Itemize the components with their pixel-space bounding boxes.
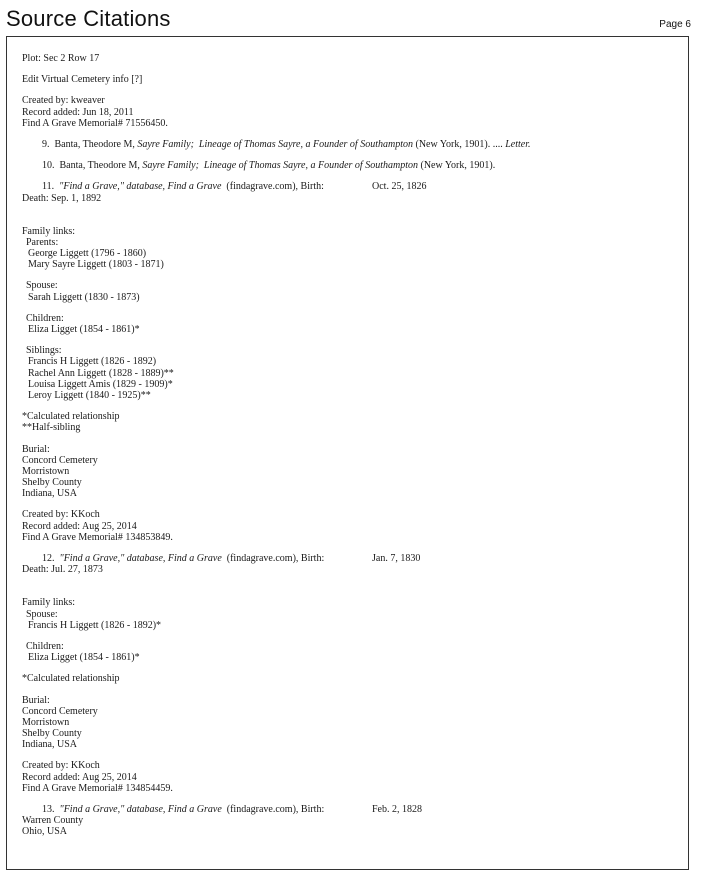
citation-9: 9. Banta, Theodore M, Sayre Family; Lineage of Thomas Sayre, a Founder of Southampton (New York, 1901). .... Letter.: [42, 138, 531, 150]
spouse-label: Spouse:: [26, 280, 58, 292]
calculated-note: *Calculated relationship: [22, 673, 120, 685]
family-links-label: Family links:: [22, 597, 76, 609]
parent-link[interactable]: George Liggett (1796 - 1860): [28, 248, 147, 260]
citation-10: 10. Banta, Theodore M, Sayre Family; Lineage of Thomas Sayre, a Founder of Southampton (New York, 1901).: [42, 160, 496, 172]
cemetery-link[interactable]: Concord Cemetery: [22, 705, 98, 717]
created-by: Created by: kweaver: [22, 95, 105, 107]
page-title: Source Citations: [6, 6, 171, 31]
death-date: Death: Jul. 27, 1873: [22, 564, 103, 576]
children-label: Children:: [26, 640, 64, 652]
created-by: Created by: KKoch: [22, 509, 100, 521]
children-label: Children:: [26, 312, 64, 324]
calculated-note: *Calculated relationship: [22, 411, 120, 423]
spouse-link[interactable]: Sarah Liggett (1830 - 1873): [28, 291, 140, 303]
created-by: Created by: KKoch: [22, 760, 100, 772]
child-link[interactable]: Eliza Ligget (1854 - 1861)*: [28, 324, 140, 335]
page-header: [0, 0, 701, 38]
spouse-link[interactable]: Francis H Liggett (1826 - 1892)*: [28, 619, 162, 631]
burial-state: Indiana, USA: [22, 488, 77, 500]
burial-town: Morristown: [22, 465, 70, 477]
burial-state: Indiana, USA: [22, 739, 77, 751]
half-sibling-note: **Half-sibling: [22, 422, 81, 434]
birth-date: Jan. 7, 1830: [372, 553, 421, 564]
birth-state: Ohio, USA: [22, 826, 68, 838]
edit-virtual-cemetery-link[interactable]: Edit Virtual Cemetery info [?]: [22, 74, 143, 86]
record-added: Record added: Aug 25, 2014: [22, 520, 137, 532]
siblings-label: Siblings:: [26, 345, 62, 357]
record-added: Record added: Aug 25, 2014: [22, 771, 137, 783]
child-link[interactable]: Eliza Ligget (1854 - 1861)*: [28, 652, 140, 664]
burial-label: Burial:: [22, 694, 50, 706]
cemetery-link[interactable]: Concord Cemetery: [22, 454, 98, 466]
burial-county: Shelby County: [22, 728, 82, 740]
birth-county: Warren County: [22, 815, 84, 827]
citation-11: 11. "Find a Grave," database, Find a Grave (findagrave.com), Birth: Oct. 25, 1826: [42, 181, 427, 193]
parent-link[interactable]: Mary Sayre Liggett (1803 - 1871): [28, 259, 164, 271]
citation-12: 12. "Find a Grave," database, Find a Grave (findagrave.com), Birth: Jan. 7, 1830: [42, 553, 421, 564]
page-number: Page 6: [659, 19, 691, 30]
record-added: Record added: Jun 18, 2011: [22, 106, 134, 118]
burial-label: Burial:: [22, 443, 50, 455]
plot-line: Plot: Sec 2 Row 17: [22, 53, 100, 64]
parents-label: Parents:: [26, 236, 59, 248]
sibling-link[interactable]: Leroy Liggett (1840 - 1925)**: [28, 389, 151, 401]
citation-13: 13. "Find a Grave," database, Find a Grave (findagrave.com), Birth: Feb. 2, 1828: [42, 804, 422, 815]
birth-date: Feb. 2, 1828: [372, 804, 422, 815]
birth-date: Oct. 25, 1826: [372, 181, 427, 193]
sibling-link[interactable]: Louisa Liggett Amis (1829 - 1909)*: [28, 378, 173, 390]
memorial-number: Find A Grave Memorial# 134853849.: [22, 531, 173, 543]
death-date: Death: Sep. 1, 1892: [22, 192, 102, 204]
family-links-label: Family links:: [22, 225, 76, 237]
burial-town: Morristown: [22, 716, 70, 728]
sibling-link[interactable]: Francis H Liggett (1826 - 1892): [28, 356, 157, 368]
memorial-number: Find A Grave Memorial# 71556450.: [22, 117, 168, 129]
memorial-number: Find A Grave Memorial# 134854459.: [22, 782, 173, 794]
burial-county: Shelby County: [22, 477, 82, 489]
citations-body: [22, 53, 682, 838]
spouse-label: Spouse:: [26, 608, 58, 620]
sibling-link[interactable]: Rachel Ann Liggett (1828 - 1889)**: [28, 367, 174, 379]
